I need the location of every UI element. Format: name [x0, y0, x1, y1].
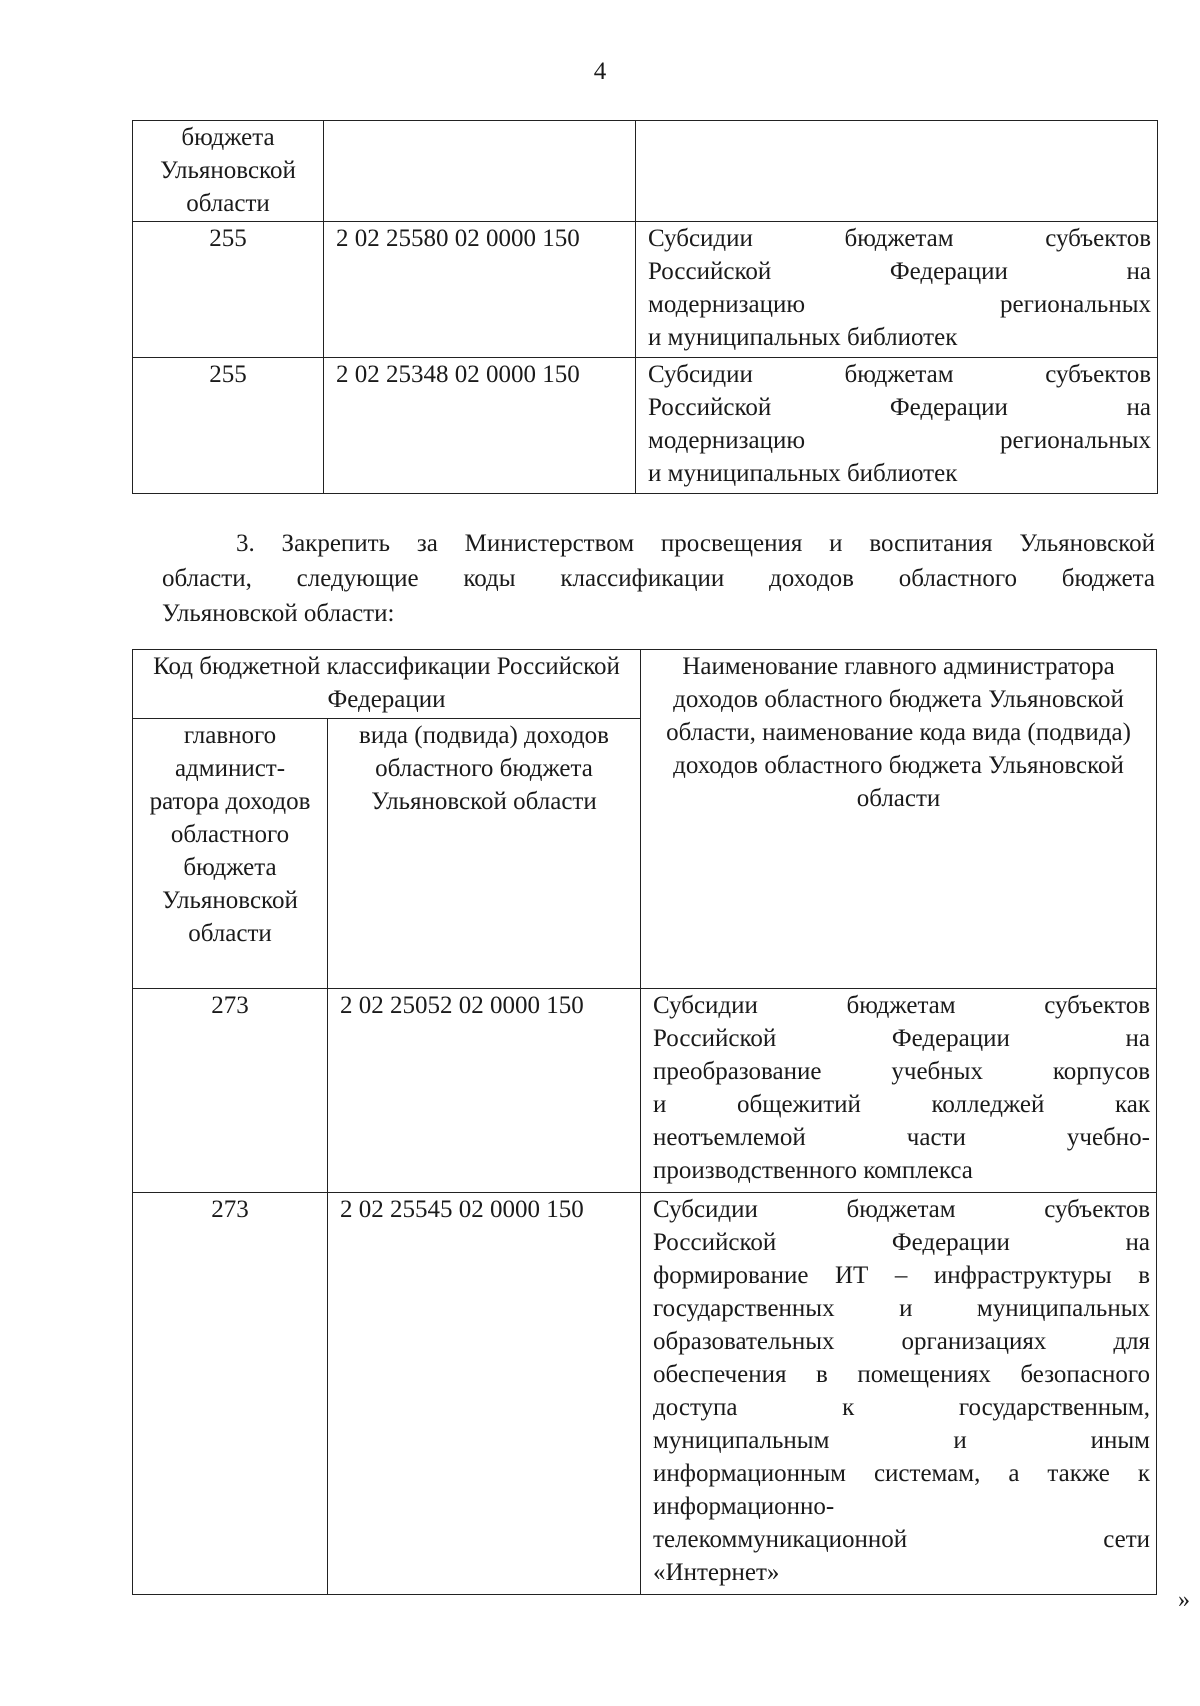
admin-cell: бюджета Ульяновской области	[133, 121, 324, 222]
type-code-cell: 2 02 25580 02 0000 150	[324, 222, 636, 358]
page-number: 4	[593, 58, 607, 85]
description-line: информационно-	[653, 1493, 835, 1520]
table-header-row	[133, 650, 1157, 719]
paragraph-3-line-1: 3. Закрепить за Министерством просвещения и воспитания Ульяновской	[236, 530, 1155, 557]
header-admin	[133, 719, 328, 989]
table-row	[133, 222, 1158, 358]
admin-code-cell: 273	[133, 989, 328, 1193]
description-cell	[641, 989, 1157, 1193]
paragraph-3-line-3: Ульяновской области:	[162, 600, 395, 627]
description-cell	[636, 222, 1158, 358]
description-cell	[641, 1193, 1157, 1595]
admin-code-cell: 255	[133, 358, 324, 494]
description-line: государственных и муниципальных	[653, 1295, 1151, 1322]
description-line: и муниципальных библиотек	[648, 460, 958, 487]
description-line: Субсидии бюджетам субъектов	[653, 992, 1151, 1019]
type-code-cell: 2 02 25348 02 0000 150	[324, 358, 636, 494]
description-line: Российской Федерации на	[653, 1229, 1151, 1256]
description-line: формирование ИТ – инфраструктуры в	[653, 1262, 1151, 1289]
description-line: и муниципальных библиотек	[648, 324, 958, 351]
codes-table	[132, 649, 1157, 1595]
admin-code-cell: 273	[133, 1193, 328, 1595]
header-admin-text: главного админист-ратора доходов областного бюджета Ульяновской области	[149, 722, 311, 947]
table-row	[133, 1193, 1157, 1595]
description-line: телекоммуникационной сети	[653, 1526, 1151, 1553]
description-line: «Интернет»	[653, 1559, 780, 1586]
description-line: Субсидии бюджетам субъектов	[648, 225, 1151, 252]
description-line: обеспечения в помещениях безопасного	[653, 1361, 1151, 1388]
description-cell	[636, 358, 1158, 494]
description-line: Российской Федерации на	[648, 394, 1151, 421]
admin-code-cell: 255	[133, 222, 324, 358]
description-line: доступа к государственным,	[653, 1394, 1151, 1421]
description-line: и общежитий колледжей как	[653, 1091, 1151, 1118]
type-code-cell: 2 02 25052 02 0000 150	[328, 989, 641, 1193]
header-name: Наименование главного администратора доходов областного бюджета Ульяновской области, наименование кода вида (подвида) доходов областного бюджета Ульяновской области	[641, 650, 1157, 989]
closing-quote: »	[1178, 1587, 1190, 1613]
description-line: производственного комплекса	[653, 1157, 973, 1184]
description-line: неотъемлемой части учебно-	[653, 1124, 1151, 1151]
description-cell	[636, 121, 1158, 222]
description-line: Субсидии бюджетам субъектов	[653, 1196, 1151, 1223]
description-line: Российской Федерации на	[648, 258, 1151, 285]
description-line: образовательных организациях для	[653, 1328, 1151, 1355]
table-row	[133, 989, 1157, 1193]
header-code-group: Код бюджетной классификации Российской Федерации	[133, 650, 641, 719]
description-line: модернизацию региональных	[648, 291, 1151, 318]
type-code-cell: 2 02 25545 02 0000 150	[328, 1193, 641, 1595]
description-line: модернизацию региональных	[648, 427, 1151, 454]
description-line: информационным системам, а также к	[653, 1460, 1151, 1487]
description-line: Субсидии бюджетам субъектов	[648, 361, 1151, 388]
table-row	[133, 358, 1158, 494]
table-row	[133, 121, 1158, 222]
type-code-cell	[324, 121, 636, 222]
codes-table-continuation	[132, 120, 1158, 494]
description-line: Российской Федерации на	[653, 1025, 1151, 1052]
description-line: преобразование учебных корпусов	[653, 1058, 1151, 1085]
paragraph-3-line-2: области, следующие коды классификации доходов областного бюджета	[162, 565, 1155, 592]
description-line: муниципальным и иным	[653, 1427, 1151, 1454]
header-type: вида (подвида) доходов областного бюджета Ульяновской области	[328, 719, 641, 989]
